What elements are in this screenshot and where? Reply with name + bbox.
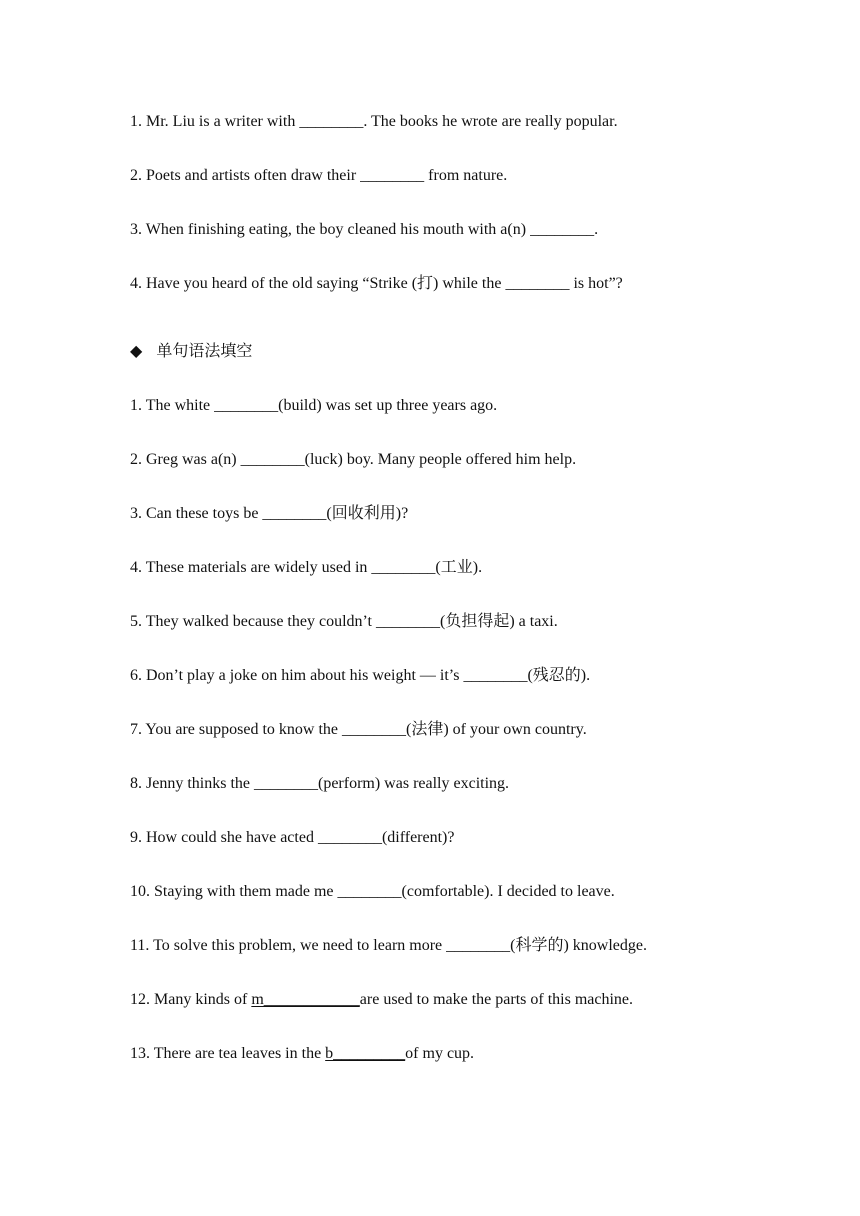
grammar-question-10: 10. Staying with them made me ________(comfortable). I decided to leave. bbox=[130, 883, 615, 900]
question-3: 3. When finishing eating, the boy cleaned his mouth with a(n) ________. bbox=[130, 221, 599, 238]
question-13-suffix: of my cup. bbox=[405, 1045, 475, 1062]
grammar-question-5: 5. They walked because they couldn’t ________(负担得起) a taxi. bbox=[130, 613, 558, 630]
grammar-question-6: 6. Don’t play a joke on him about his weight — it’s ________(残忍的). bbox=[130, 667, 591, 684]
section-heading-text: 单句语法填空 bbox=[156, 343, 253, 360]
diamond-bullet-icon: ◆ bbox=[130, 343, 143, 360]
question-13-prefix: 13. There are tea leaves in the bbox=[130, 1045, 326, 1062]
grammar-question-11: 11. To solve this problem, we need to learn more ________(科学的) knowledge. bbox=[130, 937, 648, 954]
question-1: 1. Mr. Liu is a writer with ________. The books he wrote are really popular. bbox=[130, 113, 618, 130]
question-2: 2. Poets and artists often draw their ________ from nature. bbox=[130, 167, 508, 184]
grammar-question-9: 9. How could she have acted ________(different)? bbox=[130, 829, 455, 846]
grammar-question-7: 7. You are supposed to know the ________(法律) of your own country. bbox=[130, 721, 587, 738]
grammar-question-4: 4. These materials are widely used in ________(工业). bbox=[130, 559, 483, 576]
question-12-suffix: are used to make the parts of this machine. bbox=[359, 991, 634, 1008]
question-4: 4. Have you heard of the old saying “Strike (打) while the ________ is hot”? bbox=[130, 275, 623, 292]
section-heading bbox=[130, 342, 252, 362]
grammar-question-13 bbox=[130, 1044, 474, 1064]
grammar-question-12 bbox=[130, 990, 633, 1010]
question-12-blank: m____________ bbox=[251, 991, 360, 1008]
grammar-question-3: 3. Can these toys be ________(回收利用)? bbox=[130, 505, 409, 522]
grammar-question-2: 2. Greg was a(n) ________(luck) boy. Many people offered him help. bbox=[130, 451, 577, 468]
question-13-blank: b_________ bbox=[325, 1045, 406, 1062]
grammar-question-8: 8. Jenny thinks the ________(perform) was really exciting. bbox=[130, 775, 510, 792]
question-12-prefix: 12. Many kinds of bbox=[130, 991, 252, 1008]
grammar-question-1: 1. The white ________(build) was set up three years ago. bbox=[130, 397, 498, 414]
